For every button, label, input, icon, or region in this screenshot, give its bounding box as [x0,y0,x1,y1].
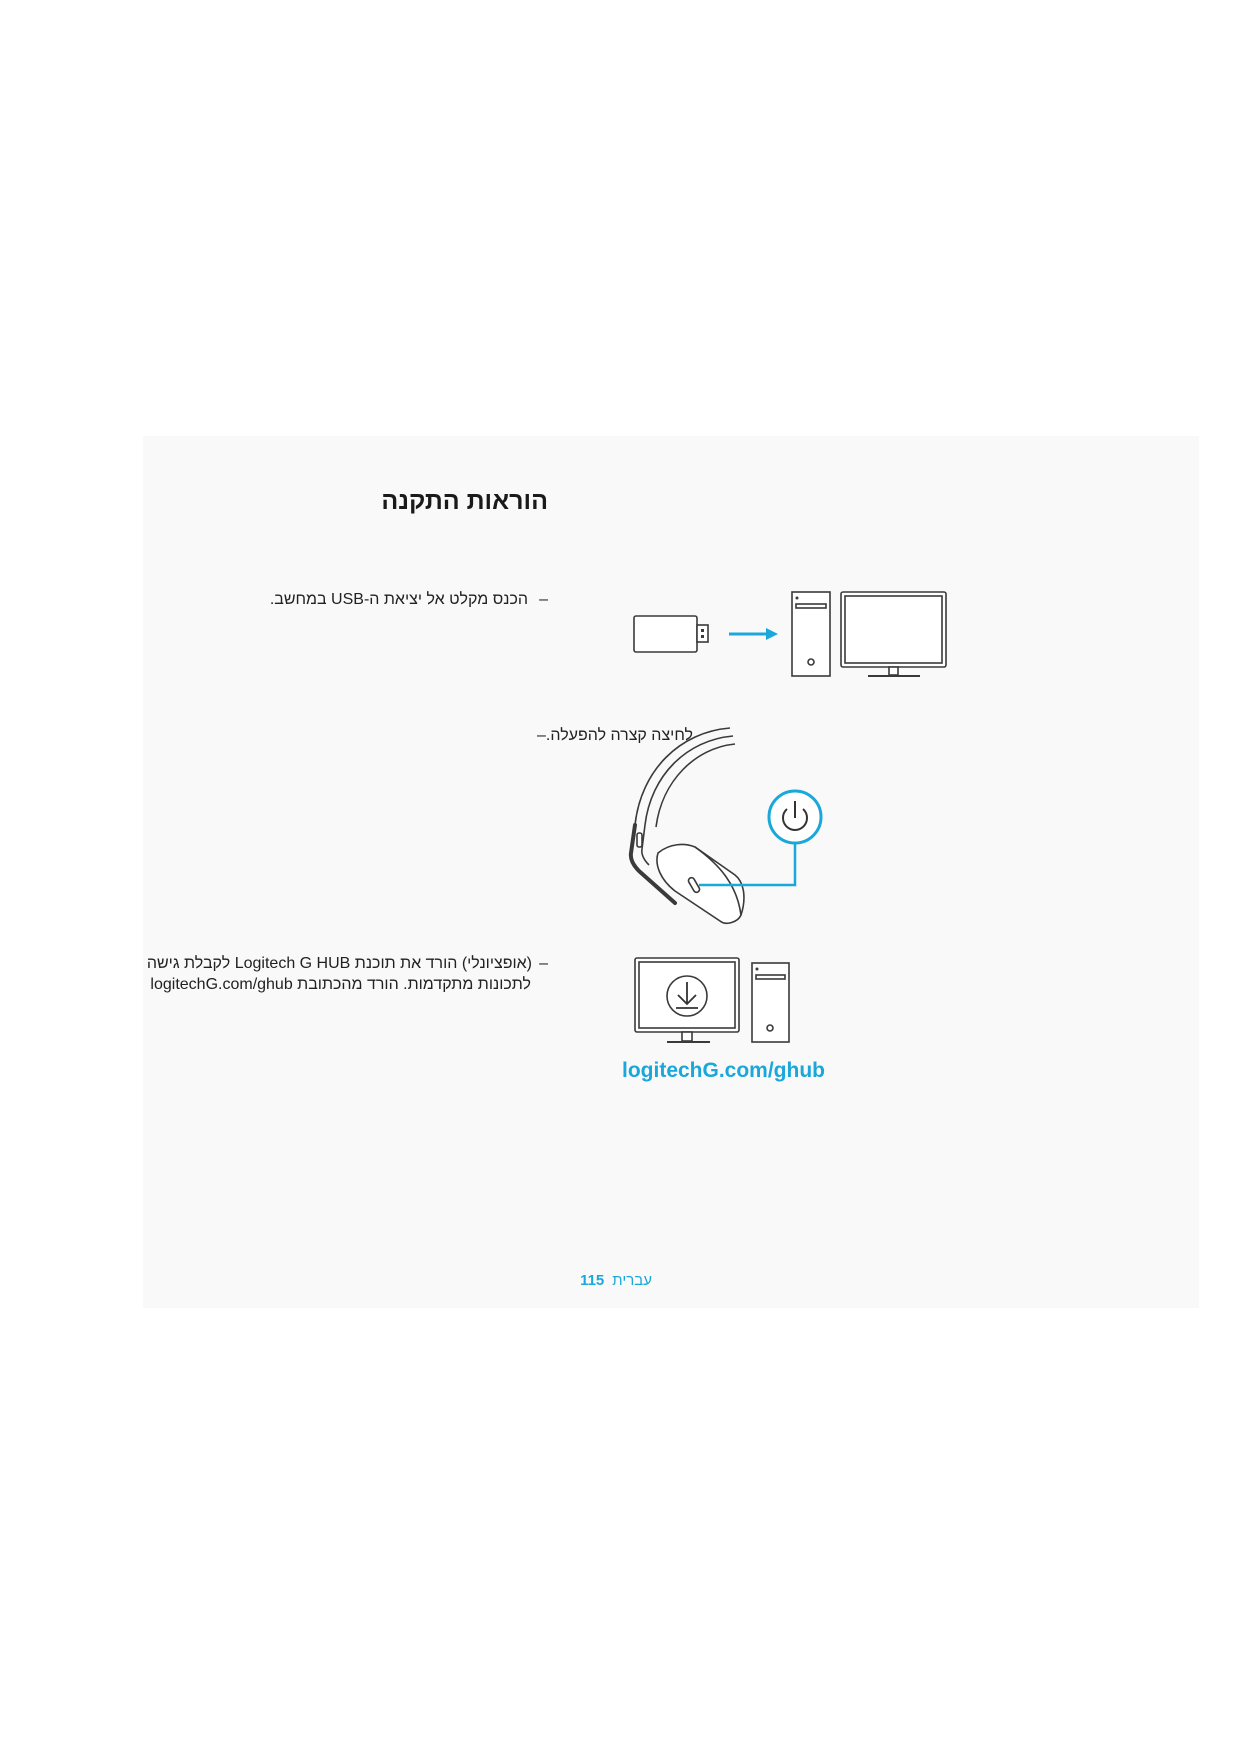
monitor-icon [841,592,946,676]
headset-icon [631,728,744,923]
page-footer [566,1272,666,1289]
step-1-bullet: – [539,591,548,608]
page-title: הוראות התקנה [381,487,548,515]
download-icon [667,976,707,1016]
download-link[interactable]: logitechG.com/ghub [622,1059,825,1082]
computer-tower-icon [792,592,830,676]
step-1-text: הכנס מקלט אל יציאת ה-USB במחשב. [269,591,528,608]
footer-language: עברית [612,1272,652,1289]
page-number: 115 [580,1272,605,1289]
step-3-text-line-2: לתכונות מתקדמות. הורד מהכתובת logitechG.com/ghub [150,976,531,993]
step-2-illustration [625,725,835,930]
computer-tower-icon [752,963,789,1042]
power-icon [769,791,821,843]
usb-receiver-icon [634,616,708,652]
step-3-text-line-1: (אופציונלי) הורד את תוכנת Logitech G HUB לקבלת גישה [146,955,532,972]
step-1-illustration [630,585,955,685]
step-3-bullet: – [539,955,548,972]
arrow-right-icon [729,628,778,640]
step-3-illustration [630,950,795,1050]
step-2-text: לחיצה קצרה להפעלה.– [537,727,693,744]
